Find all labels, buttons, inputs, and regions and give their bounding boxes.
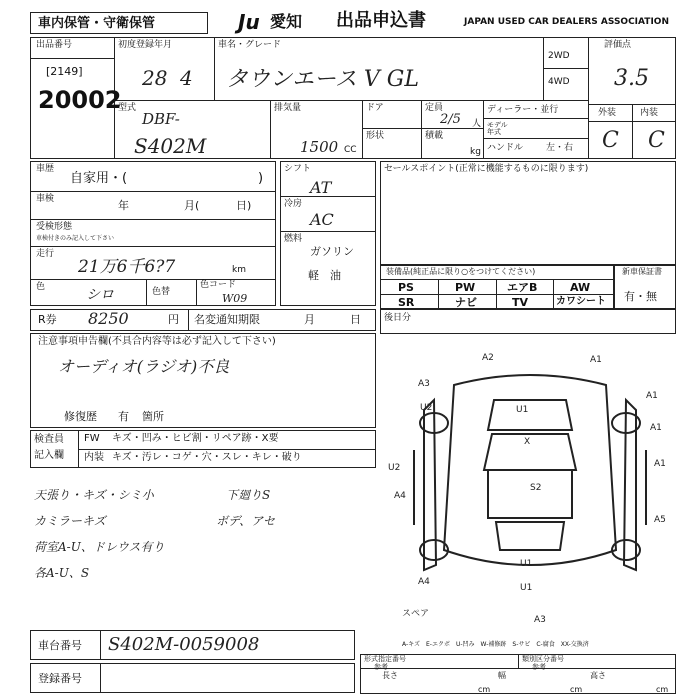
damage-a1-right: A1: [646, 391, 658, 401]
mileage-unit: km: [232, 265, 246, 275]
reg-month: 4: [180, 66, 193, 90]
width-label: 幅: [498, 671, 506, 680]
cargo-area: [488, 470, 572, 518]
class-label: 類別区分番号: [522, 655, 564, 663]
damage-x: X: [524, 437, 531, 447]
name-change-label: 名変通知期限: [194, 313, 260, 326]
color-label: 色: [36, 282, 46, 292]
inspect-label: 車検: [36, 194, 55, 204]
comment-6: ボデ、アセ: [216, 514, 276, 528]
damage-a3-left: A3: [418, 379, 430, 389]
length-label: 長さ: [382, 671, 398, 680]
lot-number: 20002: [38, 86, 122, 114]
inspector-label-2: 記入欄: [34, 450, 64, 461]
history-box: [30, 161, 276, 306]
model-value-1: DBF-: [142, 110, 180, 128]
disp-label: 排気量: [274, 103, 302, 113]
inspect-month: 月(: [184, 199, 200, 212]
seat-unit: 人: [472, 119, 482, 129]
recycle-unit: 円: [168, 313, 179, 326]
damage-u1-rear: U1: [520, 559, 533, 569]
fuel-value-1: ガソリン: [310, 245, 354, 258]
colorcode-label: 色コード: [200, 280, 237, 290]
height-unit: cm: [656, 685, 669, 694]
recycle-label: R券: [38, 313, 57, 326]
right-side-profile: [624, 400, 636, 570]
score-value: 3.5: [614, 66, 649, 91]
fw-items: キズ・凹み・ヒビ割・リペア跡・X要: [112, 433, 279, 444]
name-change-month: 月: [304, 313, 315, 326]
int-value: C: [648, 128, 665, 153]
inspect-day: 日): [236, 199, 252, 212]
history-value: 自家用・(: [70, 171, 128, 186]
chassis-label: 車台番号: [38, 639, 82, 652]
form-sub: 車検付きのみ記入して下さい: [36, 235, 115, 242]
rear-window: [496, 522, 564, 550]
model-value-2: S402M: [134, 134, 207, 158]
inspector-label-1: 検査員: [34, 434, 64, 445]
damage-u1-back: U1: [520, 583, 533, 593]
int-inspect-items: キズ・汚レ・コゲ・穴・スレ・キレ・破り: [112, 452, 302, 463]
fuel-label: 燃料: [284, 234, 303, 244]
load-label: 積載: [425, 131, 444, 141]
shift-label: シフト: [284, 164, 312, 174]
damage-legend: A-キズ E-エクボ U-凹み W-補修跡 S-サビ C-腐食 XX-交換済: [402, 641, 589, 648]
damage-s2: S2: [530, 483, 542, 493]
fw-label: FW: [84, 433, 100, 444]
equip-leather: カワシート: [556, 296, 606, 307]
model-label: 型式: [118, 103, 137, 113]
class-ref: 参考: [532, 663, 546, 671]
repair-place: 箇所: [142, 410, 164, 423]
later-label: 後日分: [384, 313, 412, 323]
damage-a5: A5: [654, 515, 666, 525]
lot-label: 出品番号: [36, 40, 73, 50]
dealer-label: ディーラー・並行: [487, 105, 559, 115]
ext-value: C: [602, 128, 619, 153]
name-value: タウンエース V GL: [226, 67, 419, 92]
reg-no-label: 登録番号: [38, 672, 82, 685]
form-no-label: 形式指定番号: [364, 655, 406, 663]
title-aichi: 愛知: [270, 12, 303, 31]
equip-pw: PW: [455, 281, 476, 294]
car-diagram: [384, 340, 676, 630]
storage-label: 車内保管・守衛保管: [38, 16, 156, 31]
name-change-day: 日: [350, 313, 361, 326]
later-box: [380, 309, 676, 334]
drive-4wd: 4WD: [548, 77, 570, 87]
shift-value: AT: [310, 178, 332, 197]
form-no-ref: 参考: [374, 663, 388, 671]
load-unit: kg: [470, 147, 481, 157]
damage-u2-left: U2: [420, 403, 433, 413]
width-unit: cm: [570, 685, 583, 694]
comment-4: 各A-U、S: [34, 566, 90, 580]
equip-aw: AW: [570, 281, 591, 294]
mileage-value: 21万6千6?7: [78, 257, 176, 277]
notes-label: 注意事項申告欄(不具合内容等は必ず記入して下さい): [38, 336, 276, 347]
form-label: 受検形態: [36, 222, 73, 232]
page-subtitle: JAPAN USED CAR DEALERS ASSOCIATION: [464, 17, 669, 27]
sales-label: セールスポイント(正常に機能するものに限ります): [384, 164, 589, 174]
sales-box: [380, 161, 676, 265]
lot-sub: [2149]: [46, 65, 83, 78]
color-value: シロ: [86, 287, 114, 303]
seat-value: 2/5: [440, 112, 461, 127]
damage-a4-rear: A4: [418, 577, 430, 587]
score-label: 評価点: [604, 40, 632, 50]
comment-5: 下廻りS: [226, 488, 271, 502]
history-label: 車歴: [36, 164, 55, 174]
ac-label: 冷房: [284, 199, 303, 209]
handle-label: ハンドル: [487, 143, 524, 153]
recycle-value: 8250: [88, 309, 129, 328]
equip-label: 装備品(純正品に限り○をつけてください): [386, 267, 536, 276]
colorcode-value: W09: [222, 292, 248, 305]
ju-logo: Ju: [238, 10, 260, 34]
door-label: ドア: [366, 103, 384, 113]
int-label: 内装: [640, 108, 659, 118]
left-side-profile: [424, 400, 436, 570]
equip-airbag: エアB: [507, 281, 538, 294]
reg-label: 初度登録年月: [118, 40, 173, 50]
model-year-label: モデル年式: [487, 121, 508, 136]
chassis-value: S402M-0059008: [108, 634, 260, 655]
repair-value: 有: [118, 410, 129, 423]
comment-3: 荷室A-U、ドレウス有り: [34, 540, 165, 554]
damage-a1-side: A1: [654, 459, 666, 469]
ac-value: AC: [310, 210, 334, 229]
comment-2: カミラーキズ: [34, 514, 106, 528]
ext-label: 外装: [598, 108, 617, 118]
equip-tv: TV: [512, 296, 529, 309]
damage-a3-bottom: A3: [534, 615, 546, 625]
top-grid: [30, 37, 676, 159]
drive-2wd: 2WD: [548, 51, 570, 61]
roof-panel: [488, 400, 572, 430]
damage-a1-top: A1: [590, 355, 602, 365]
repair-label: 修復歴: [64, 410, 97, 423]
warranty-label: 新車保証書: [622, 267, 662, 276]
color-change-label: 色替: [152, 287, 171, 297]
warranty-value: 有・無: [624, 290, 657, 303]
height-label: 高さ: [590, 671, 606, 680]
notes-value: オーディオ(ラジオ)不良: [58, 357, 230, 376]
page-title: 出品申込書: [336, 10, 426, 31]
reg-year: 28: [142, 66, 168, 90]
history-close: ): [258, 171, 264, 186]
int-inspect-label: 内装: [84, 452, 104, 463]
damage-a1-right2: A1: [650, 423, 662, 433]
equip-sr: SR: [398, 296, 415, 309]
spare-label: スペア: [402, 609, 430, 619]
damage-u1-roof: U1: [516, 405, 529, 415]
damage-u2-side: U2: [388, 463, 401, 473]
equip-navi: ナビ: [455, 296, 477, 309]
disp-value: 1500: [300, 138, 339, 156]
handle-value: 左・右: [546, 143, 574, 153]
damage-a4-side: A4: [394, 491, 406, 501]
inspect-year: 年: [118, 199, 129, 212]
damage-a2: A2: [482, 353, 494, 363]
shape-label: 形状: [366, 131, 385, 141]
disp-unit: CC: [344, 145, 357, 155]
comment-1: 天張り・キズ・シミ小: [34, 488, 154, 502]
equip-ps: PS: [398, 281, 414, 294]
mileage-label: 走行: [36, 249, 55, 259]
fuel-value-2: 軽 油: [308, 269, 341, 282]
name-label: 車名・グレード: [218, 40, 282, 50]
seat-label: 定員: [425, 103, 444, 113]
length-unit: cm: [478, 685, 491, 694]
